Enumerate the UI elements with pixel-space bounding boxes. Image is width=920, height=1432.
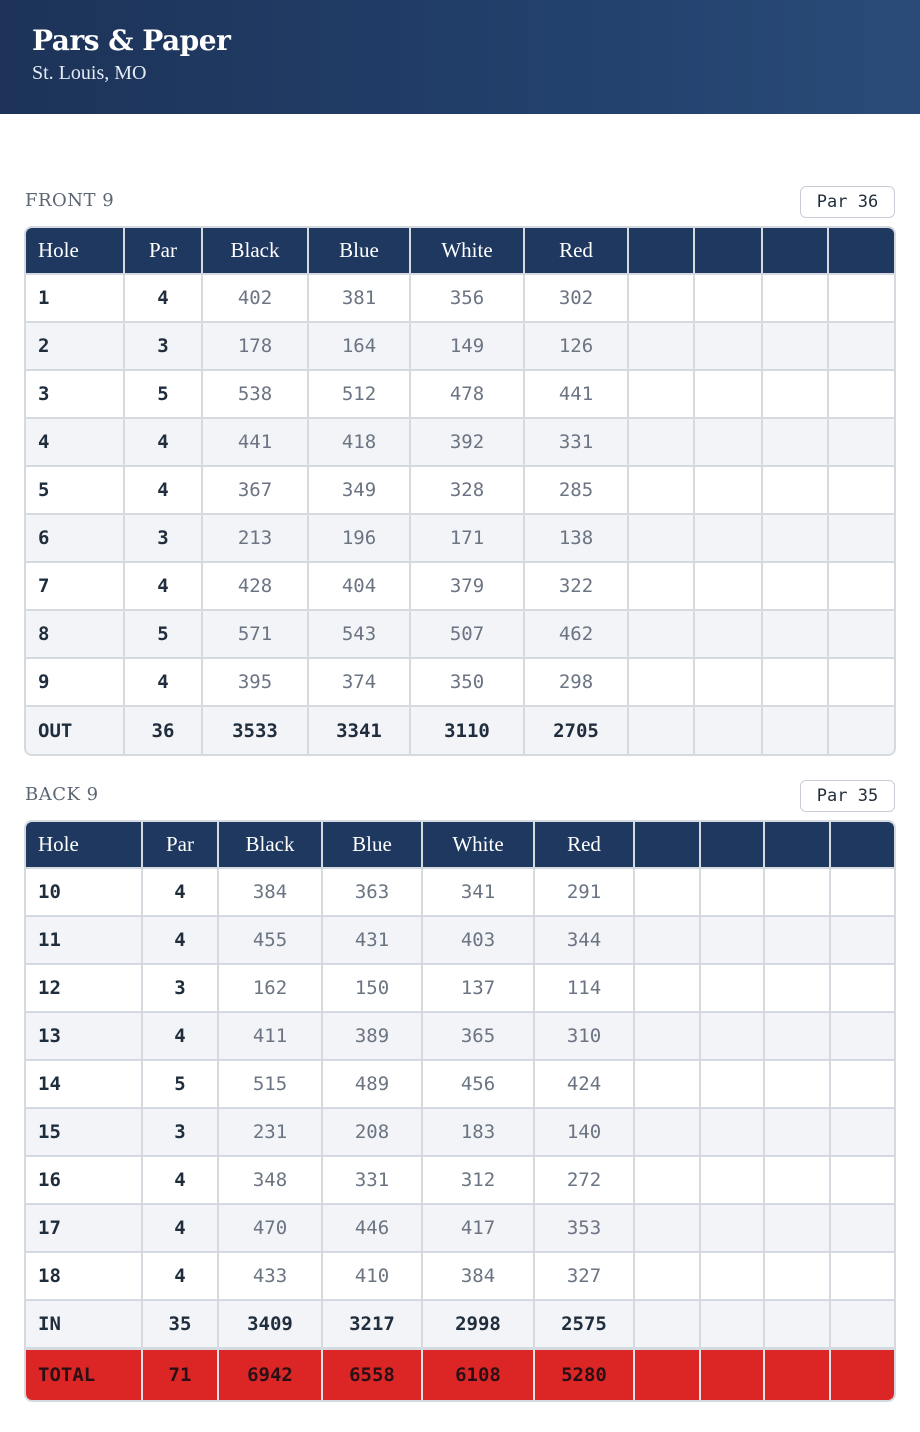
hole-cell: 18 <box>26 1252 142 1300</box>
score-cell <box>694 322 762 370</box>
score-cell <box>634 1300 700 1348</box>
app-header <box>0 0 920 114</box>
hole-cell: 11 <box>26 916 142 964</box>
score-cell <box>764 1252 830 1300</box>
par-cell: 3 <box>124 322 202 370</box>
black-yardage-cell: 367 <box>202 466 308 514</box>
score-cell <box>764 1300 830 1348</box>
score-cell <box>634 1252 700 1300</box>
score-cell <box>762 658 828 706</box>
hole-cell: 16 <box>26 1156 142 1204</box>
par-cell: 4 <box>142 1156 218 1204</box>
white-yardage-cell: 365 <box>422 1012 534 1060</box>
score-cell <box>628 322 694 370</box>
score-cell <box>830 1108 896 1156</box>
red-yardage-cell: 2705 <box>524 706 628 754</box>
blue-yardage-cell: 410 <box>322 1252 422 1300</box>
column-header-red: Red <box>534 822 634 868</box>
column-header-white: White <box>422 822 534 868</box>
score-cell <box>634 1204 700 1252</box>
red-yardage-cell: 2575 <box>534 1300 634 1348</box>
black-yardage-cell: 6942 <box>218 1348 322 1400</box>
par-cell: 3 <box>142 1108 218 1156</box>
white-yardage-cell: 183 <box>422 1108 534 1156</box>
table-row <box>26 1156 896 1204</box>
table-row <box>26 1108 896 1156</box>
hole-cell: IN <box>26 1300 142 1348</box>
blue-yardage-cell: 349 <box>308 466 410 514</box>
back-par-badge: Par 35 <box>800 780 895 812</box>
hole-cell: 9 <box>26 658 124 706</box>
score-cell <box>694 562 762 610</box>
blue-yardage-cell: 418 <box>308 418 410 466</box>
out-total-row <box>26 706 896 754</box>
red-yardage-cell: 5280 <box>534 1348 634 1400</box>
par-cell: 71 <box>142 1348 218 1400</box>
score-cell <box>828 562 896 610</box>
front-nine-label: FRONT 9 <box>25 190 115 211</box>
par-cell: 5 <box>124 610 202 658</box>
score-cell <box>828 370 896 418</box>
hole-cell: 8 <box>26 610 124 658</box>
table-row <box>26 562 896 610</box>
score-cell <box>828 610 896 658</box>
table-row <box>26 658 896 706</box>
column-header-blank-6 <box>628 228 694 274</box>
blue-yardage-cell: 543 <box>308 610 410 658</box>
score-cell <box>762 514 828 562</box>
column-header-blank-8 <box>764 822 830 868</box>
grand-total-row <box>26 1348 896 1400</box>
column-header-black: Black <box>202 228 308 274</box>
hole-cell: 13 <box>26 1012 142 1060</box>
hole-cell: OUT <box>26 706 124 754</box>
score-cell <box>700 1252 764 1300</box>
red-yardage-cell: 310 <box>534 1012 634 1060</box>
black-yardage-cell: 162 <box>218 964 322 1012</box>
score-cell <box>634 964 700 1012</box>
back-nine-label: BACK 9 <box>25 784 99 805</box>
par-cell: 36 <box>124 706 202 754</box>
column-header-blank-7 <box>694 228 762 274</box>
score-cell <box>694 514 762 562</box>
front-nine-scorecard <box>24 226 896 756</box>
table-row <box>26 418 896 466</box>
table-row <box>26 916 896 964</box>
score-cell <box>700 916 764 964</box>
score-cell <box>628 514 694 562</box>
blue-yardage-cell: 381 <box>308 274 410 322</box>
hole-cell: 12 <box>26 964 142 1012</box>
score-cell <box>634 1060 700 1108</box>
black-yardage-cell: 515 <box>218 1060 322 1108</box>
white-yardage-cell: 379 <box>410 562 524 610</box>
back-nine-scorecard <box>24 820 896 1402</box>
score-cell <box>828 418 896 466</box>
red-yardage-cell: 441 <box>524 370 628 418</box>
column-header-white: White <box>410 228 524 274</box>
red-yardage-cell: 344 <box>534 916 634 964</box>
score-cell <box>762 322 828 370</box>
blue-yardage-cell: 446 <box>322 1204 422 1252</box>
white-yardage-cell: 341 <box>422 868 534 916</box>
column-header-black: Black <box>218 822 322 868</box>
score-cell <box>694 274 762 322</box>
score-cell <box>634 916 700 964</box>
table-row <box>26 514 896 562</box>
table-row <box>26 466 896 514</box>
white-yardage-cell: 350 <box>410 658 524 706</box>
par-cell: 4 <box>124 274 202 322</box>
black-yardage-cell: 3533 <box>202 706 308 754</box>
black-yardage-cell: 231 <box>218 1108 322 1156</box>
par-cell: 5 <box>124 370 202 418</box>
score-cell <box>828 514 896 562</box>
column-header-hole: Hole <box>26 228 124 274</box>
blue-yardage-cell: 363 <box>322 868 422 916</box>
column-header-blank-6 <box>634 822 700 868</box>
hole-cell: 6 <box>26 514 124 562</box>
score-cell <box>628 706 694 754</box>
red-yardage-cell: 322 <box>524 562 628 610</box>
score-cell <box>830 1060 896 1108</box>
score-cell <box>634 1108 700 1156</box>
column-header-par: Par <box>124 228 202 274</box>
score-cell <box>764 964 830 1012</box>
table-row <box>26 868 896 916</box>
blue-yardage-cell: 3217 <box>322 1300 422 1348</box>
score-cell <box>830 1300 896 1348</box>
white-yardage-cell: 417 <box>422 1204 534 1252</box>
score-cell <box>628 370 694 418</box>
score-cell <box>764 1204 830 1252</box>
score-cell <box>828 322 896 370</box>
par-cell: 4 <box>124 562 202 610</box>
score-cell <box>628 562 694 610</box>
score-cell <box>628 658 694 706</box>
score-cell <box>628 418 694 466</box>
table-row <box>26 1012 896 1060</box>
score-cell <box>634 1012 700 1060</box>
score-cell <box>764 1060 830 1108</box>
white-yardage-cell: 312 <box>422 1156 534 1204</box>
score-cell <box>762 274 828 322</box>
hole-cell: 15 <box>26 1108 142 1156</box>
par-cell: 5 <box>142 1060 218 1108</box>
score-cell <box>700 1156 764 1204</box>
white-yardage-cell: 456 <box>422 1060 534 1108</box>
blue-yardage-cell: 512 <box>308 370 410 418</box>
hole-cell: 3 <box>26 370 124 418</box>
red-yardage-cell: 114 <box>534 964 634 1012</box>
black-yardage-cell: 441 <box>202 418 308 466</box>
white-yardage-cell: 392 <box>410 418 524 466</box>
table-row <box>26 1204 896 1252</box>
red-yardage-cell: 138 <box>524 514 628 562</box>
table-row <box>26 322 896 370</box>
score-cell <box>762 562 828 610</box>
score-cell <box>828 466 896 514</box>
blue-yardage-cell: 3341 <box>308 706 410 754</box>
score-cell <box>628 610 694 658</box>
blue-yardage-cell: 150 <box>322 964 422 1012</box>
black-yardage-cell: 571 <box>202 610 308 658</box>
course-title: Pars & Paper <box>32 24 231 57</box>
score-cell <box>764 1156 830 1204</box>
par-cell: 4 <box>142 1204 218 1252</box>
hole-cell: 17 <box>26 1204 142 1252</box>
score-cell <box>700 868 764 916</box>
black-yardage-cell: 348 <box>218 1156 322 1204</box>
hole-cell: 10 <box>26 868 142 916</box>
red-yardage-cell: 331 <box>524 418 628 466</box>
column-header-hole: Hole <box>26 822 142 868</box>
par-cell: 4 <box>124 418 202 466</box>
back-header-row <box>26 822 896 868</box>
black-yardage-cell: 433 <box>218 1252 322 1300</box>
score-cell <box>830 964 896 1012</box>
black-yardage-cell: 395 <box>202 658 308 706</box>
blue-yardage-cell: 208 <box>322 1108 422 1156</box>
front-nine-table <box>26 228 896 754</box>
white-yardage-cell: 507 <box>410 610 524 658</box>
score-cell <box>762 466 828 514</box>
score-cell <box>830 1348 896 1400</box>
hole-cell: TOTAL <box>26 1348 142 1400</box>
score-cell <box>694 610 762 658</box>
par-cell: 4 <box>142 1012 218 1060</box>
blue-yardage-cell: 431 <box>322 916 422 964</box>
score-cell <box>764 868 830 916</box>
score-cell <box>694 370 762 418</box>
score-cell <box>762 370 828 418</box>
score-cell <box>700 964 764 1012</box>
blue-yardage-cell: 404 <box>308 562 410 610</box>
score-cell <box>830 1204 896 1252</box>
par-cell: 4 <box>124 466 202 514</box>
par-cell: 4 <box>142 916 218 964</box>
score-cell <box>762 418 828 466</box>
score-cell <box>830 1252 896 1300</box>
score-cell <box>694 658 762 706</box>
red-yardage-cell: 302 <box>524 274 628 322</box>
score-cell <box>828 274 896 322</box>
score-cell <box>830 1012 896 1060</box>
red-yardage-cell: 298 <box>524 658 628 706</box>
black-yardage-cell: 411 <box>218 1012 322 1060</box>
column-header-blank-8 <box>762 228 828 274</box>
white-yardage-cell: 3110 <box>410 706 524 754</box>
par-cell: 3 <box>142 964 218 1012</box>
score-cell <box>762 706 828 754</box>
white-yardage-cell: 328 <box>410 466 524 514</box>
column-header-blank-7 <box>700 822 764 868</box>
score-cell <box>764 1012 830 1060</box>
white-yardage-cell: 137 <box>422 964 534 1012</box>
table-row <box>26 610 896 658</box>
score-cell <box>628 274 694 322</box>
blue-yardage-cell: 6558 <box>322 1348 422 1400</box>
blue-yardage-cell: 331 <box>322 1156 422 1204</box>
score-cell <box>830 916 896 964</box>
par-cell: 3 <box>124 514 202 562</box>
white-yardage-cell: 403 <box>422 916 534 964</box>
score-cell <box>762 610 828 658</box>
column-header-blue: Blue <box>308 228 410 274</box>
black-yardage-cell: 384 <box>218 868 322 916</box>
hole-cell: 4 <box>26 418 124 466</box>
red-yardage-cell: 291 <box>534 868 634 916</box>
score-cell <box>694 706 762 754</box>
black-yardage-cell: 470 <box>218 1204 322 1252</box>
score-cell <box>694 418 762 466</box>
white-yardage-cell: 171 <box>410 514 524 562</box>
score-cell <box>634 868 700 916</box>
score-cell <box>828 658 896 706</box>
front-par-badge: Par 36 <box>800 186 895 218</box>
score-cell <box>700 1012 764 1060</box>
front-header-row <box>26 228 896 274</box>
white-yardage-cell: 6108 <box>422 1348 534 1400</box>
hole-cell: 14 <box>26 1060 142 1108</box>
white-yardage-cell: 2998 <box>422 1300 534 1348</box>
red-yardage-cell: 126 <box>524 322 628 370</box>
red-yardage-cell: 462 <box>524 610 628 658</box>
white-yardage-cell: 384 <box>422 1252 534 1300</box>
table-row <box>26 1060 896 1108</box>
score-cell <box>628 466 694 514</box>
hole-cell: 7 <box>26 562 124 610</box>
score-cell <box>700 1060 764 1108</box>
score-cell <box>828 706 896 754</box>
column-header-blue: Blue <box>322 822 422 868</box>
score-cell <box>634 1348 700 1400</box>
white-yardage-cell: 149 <box>410 322 524 370</box>
score-cell <box>700 1204 764 1252</box>
blue-yardage-cell: 389 <box>322 1012 422 1060</box>
table-row <box>26 274 896 322</box>
white-yardage-cell: 478 <box>410 370 524 418</box>
par-cell: 4 <box>142 868 218 916</box>
table-row <box>26 964 896 1012</box>
score-cell <box>634 1156 700 1204</box>
table-row <box>26 370 896 418</box>
score-cell <box>700 1348 764 1400</box>
score-cell <box>830 1156 896 1204</box>
black-yardage-cell: 455 <box>218 916 322 964</box>
red-yardage-cell: 327 <box>534 1252 634 1300</box>
black-yardage-cell: 538 <box>202 370 308 418</box>
table-row <box>26 1252 896 1300</box>
in-total-row <box>26 1300 896 1348</box>
score-cell <box>764 916 830 964</box>
score-cell <box>764 1348 830 1400</box>
red-yardage-cell: 140 <box>534 1108 634 1156</box>
blue-yardage-cell: 489 <box>322 1060 422 1108</box>
blue-yardage-cell: 374 <box>308 658 410 706</box>
red-yardage-cell: 353 <box>534 1204 634 1252</box>
red-yardage-cell: 285 <box>524 466 628 514</box>
blue-yardage-cell: 196 <box>308 514 410 562</box>
course-location: St. Louis, MO <box>32 62 147 84</box>
column-header-blank-9 <box>828 228 896 274</box>
par-cell: 4 <box>142 1252 218 1300</box>
hole-cell: 2 <box>26 322 124 370</box>
column-header-red: Red <box>524 228 628 274</box>
par-cell: 35 <box>142 1300 218 1348</box>
red-yardage-cell: 272 <box>534 1156 634 1204</box>
par-cell: 4 <box>124 658 202 706</box>
column-header-par: Par <box>142 822 218 868</box>
white-yardage-cell: 356 <box>410 274 524 322</box>
score-cell <box>700 1300 764 1348</box>
red-yardage-cell: 424 <box>534 1060 634 1108</box>
hole-cell: 5 <box>26 466 124 514</box>
score-cell <box>764 1108 830 1156</box>
black-yardage-cell: 178 <box>202 322 308 370</box>
score-cell <box>830 868 896 916</box>
score-cell <box>700 1108 764 1156</box>
black-yardage-cell: 402 <box>202 274 308 322</box>
black-yardage-cell: 3409 <box>218 1300 322 1348</box>
blue-yardage-cell: 164 <box>308 322 410 370</box>
column-header-blank-9 <box>830 822 896 868</box>
black-yardage-cell: 213 <box>202 514 308 562</box>
hole-cell: 1 <box>26 274 124 322</box>
back-nine-table <box>26 822 896 1400</box>
black-yardage-cell: 428 <box>202 562 308 610</box>
score-cell <box>694 466 762 514</box>
